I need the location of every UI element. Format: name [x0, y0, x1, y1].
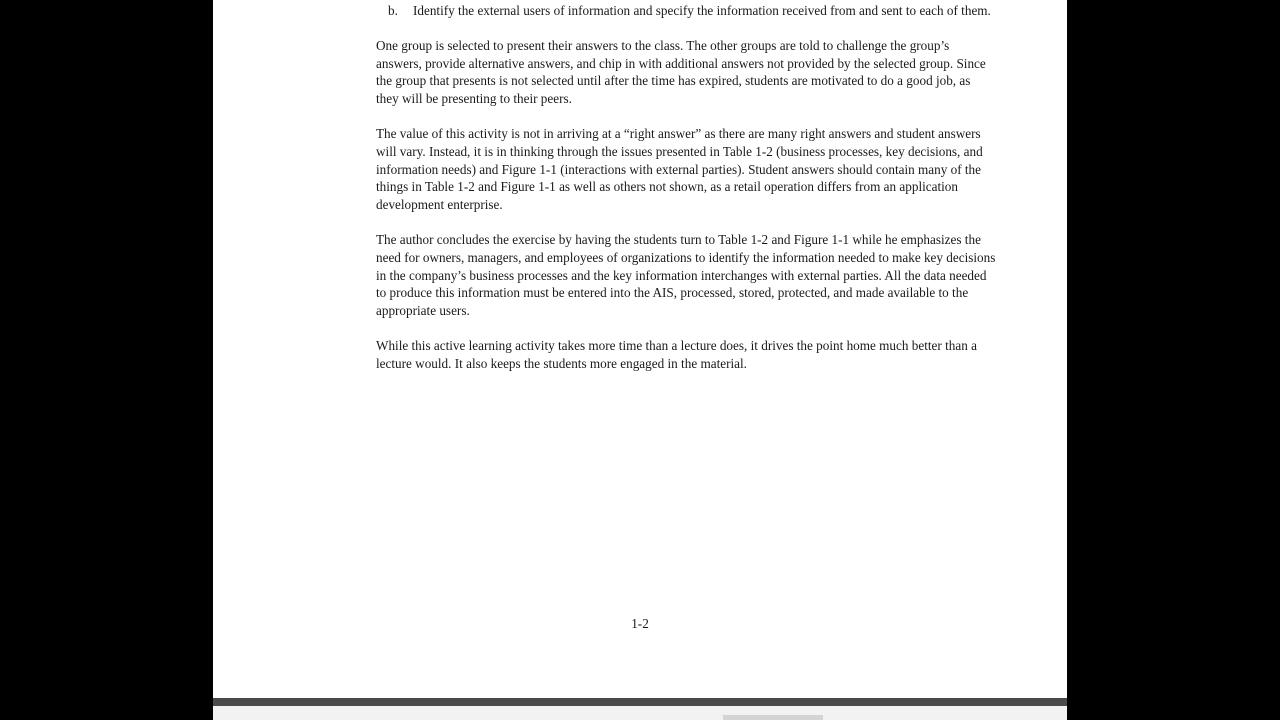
- scrollbar-thumb[interactable]: [723, 715, 823, 720]
- paragraph-exercise-conclusion: The author concludes the exercise by having the students turn to Table 1-2 and Figure 1-1 while he emphasizes the need for owners, managers, and employees of organizations to identify the information needed to make key decisions in the company’s business processes and the key information interchanges with external parties. All the data needed to produce this information must be entered into the AIS, processed, stored, protected, and made available to the appropriate users.: [376, 231, 996, 319]
- document-body: [376, 0, 996, 373]
- document-page: [213, 0, 1067, 698]
- horizontal-scrollbar[interactable]: [213, 698, 1067, 720]
- page-bottom-edge: [213, 698, 1067, 706]
- paragraph-active-learning: While this active learning activity takes more time than a lecture does, it drives the point home much better than a lecture would. It also keeps the students more engaged in the material.: [376, 337, 977, 371]
- page-number: 1-2: [631, 616, 649, 631]
- paragraph-activity-value: The value of this activity is not in arriving at a “right answer” as there are many right answers and student answers will vary. Instead, it is in thinking through the issues presented in Table 1-2 (business processes, key decisions, and information needs) and Figure 1-1 (interactions with external parties). Student answers should contain many of the things in Table 1-2 and Figure 1-1 as well as others not shown, as a retail operation differs from an application development enterprise.: [376, 125, 983, 213]
- list-item: [376, 2, 996, 20]
- paragraph-group-presentation: One group is selected to present their answers to the class. The other groups are told to challenge the group’s answers, provide alternative answers, and chip in with additional answers not provided by the selected group. Since the group that presents is not selected until after the time has expired, students are motivated to do a good job, as they will be presenting to their peers.: [376, 37, 986, 107]
- list-item-text: Identify the external users of information and specify the information received from and sent to each of them.: [413, 3, 991, 18]
- list-marker: b.: [388, 3, 398, 18]
